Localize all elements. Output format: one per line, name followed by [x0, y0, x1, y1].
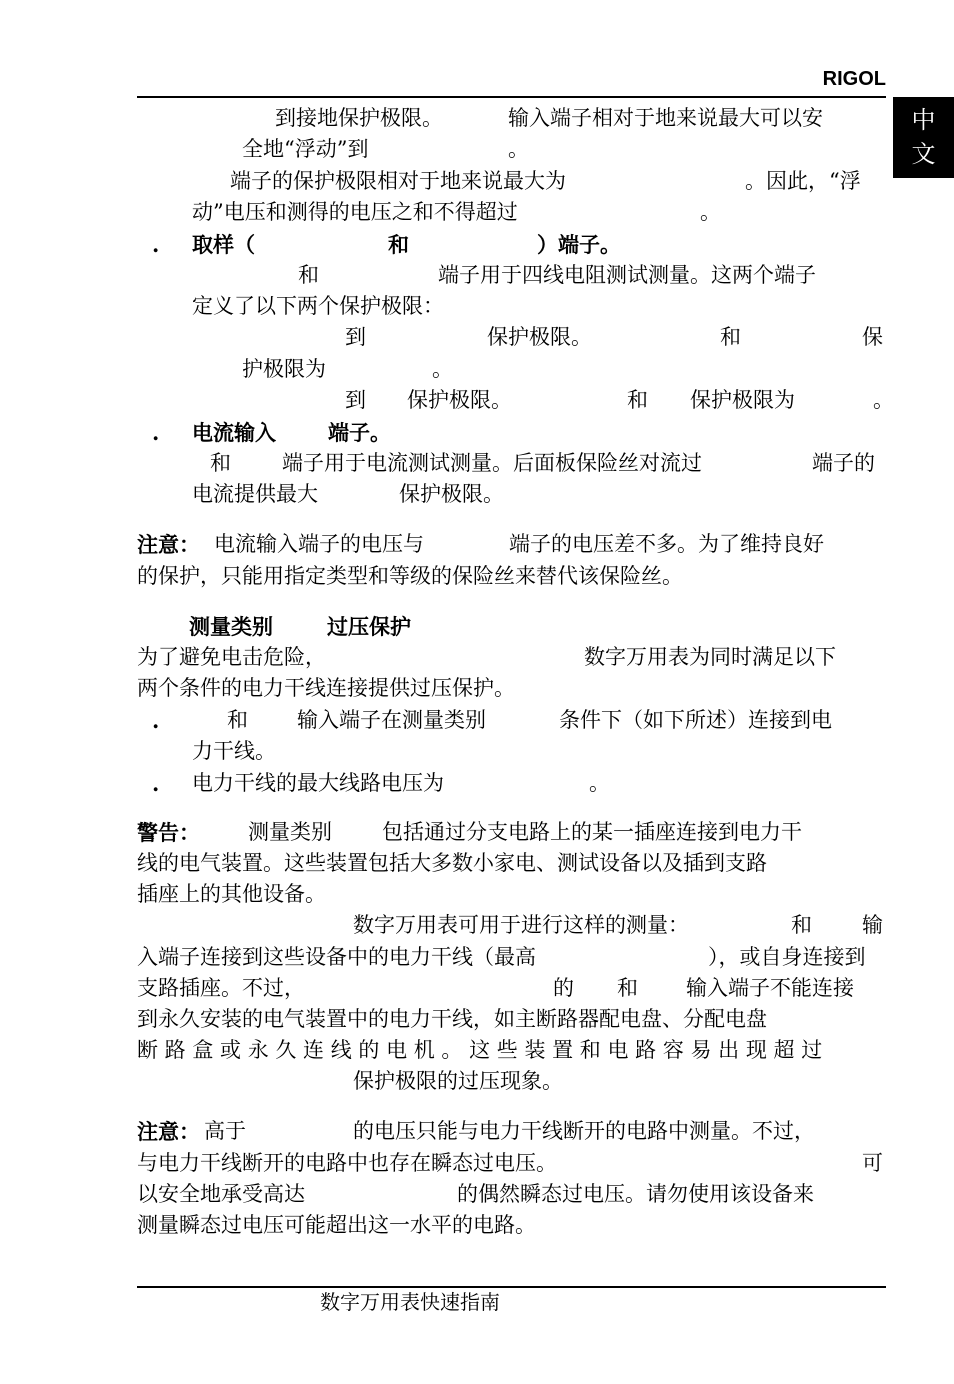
text: 力干线。: [192, 739, 276, 763]
text: 入端子连接到这些设备中的电力干线（最高: [137, 945, 536, 969]
text: 支路插座。不过，: [137, 976, 305, 1000]
text: 定义了以下两个保护极限：: [192, 294, 444, 318]
text: 和: [720, 325, 741, 349]
text: 。: [700, 200, 721, 224]
text: 到: [345, 325, 366, 349]
text: 输入端子相对于地来说最大可以安: [508, 106, 823, 130]
text: 到: [345, 388, 366, 412]
section-heading: 端子。: [328, 420, 391, 445]
text: 可: [862, 1151, 883, 1175]
text: 端子的电压差不多。为了维持良好: [509, 532, 824, 556]
text: 插座上的其他设备。: [137, 882, 326, 906]
text: 输入端子不能连接: [686, 976, 854, 1000]
text: 保护极限。: [487, 325, 592, 349]
text: 以安全地承受高达: [137, 1182, 305, 1206]
text: 保: [862, 325, 883, 349]
text: 到接地保护极限。: [275, 106, 443, 130]
text: 。: [873, 388, 894, 412]
text: 。: [508, 137, 529, 161]
text: 动”电压和测得的电压之和不得超过: [192, 200, 518, 224]
text: 和: [627, 388, 648, 412]
text: 的保护，只能用指定类型和等级的保险丝来替代该保险丝。: [137, 564, 683, 588]
text: 和: [617, 976, 638, 1000]
text: 护极限为: [242, 357, 326, 381]
text: 与电力干线断开的电路中也存在瞬态过电压。: [137, 1151, 557, 1175]
text: 端子用于四线电阻测试测量。这两个端子: [438, 263, 816, 287]
text: 线的电气装置。这些装置包括大多数小家电、测试设备以及插到支路: [137, 851, 767, 875]
text: 。因此，“浮: [745, 169, 861, 193]
text: 和: [298, 263, 319, 287]
text: 包括通过分支电路上的某一插座连接到电力干: [382, 820, 802, 844]
note-label: 注意：: [137, 532, 200, 557]
text: 。: [589, 771, 610, 795]
warning-label: 警告：: [137, 820, 200, 845]
text: 数字万用表可用于进行这样的测量：: [353, 913, 689, 937]
text: 全地“浮动”到: [242, 137, 369, 161]
text: 保护极限。: [399, 482, 504, 506]
section-heading: 测量类别: [189, 614, 273, 639]
footer-title: 数字万用表快速指南: [320, 1290, 500, 1314]
note-label: 注意：: [137, 1119, 200, 1144]
text: 输入端子在测量类别: [297, 708, 486, 732]
text: 保护极限的过压现象。: [353, 1069, 563, 1093]
text: 为了避免电击危险，: [137, 645, 326, 669]
text: 测量瞬态过电压可能超出这一水平的电路。: [137, 1213, 536, 1237]
text: 保护极限为: [690, 388, 795, 412]
bullet: .: [152, 708, 160, 733]
text: 输: [862, 913, 883, 937]
text: 的电压只能与电力干线断开的电路中测量。不过，: [353, 1119, 815, 1143]
text: 。: [432, 357, 453, 381]
text: 断 路 盒 或 永 久 连 线 的 电 机 。 这 些 装 置 和 电 路 容 易 出 现 超 过: [137, 1038, 823, 1062]
text: 端子用于电流测试测量。后面板保险丝对流过: [282, 451, 702, 475]
bullet: .: [152, 232, 160, 257]
text: 条件下（如下所述）连接到电: [559, 708, 832, 732]
text: 两个条件的电力干线连接提供过压保护。: [137, 676, 515, 700]
lang-tab-char-2: 文: [911, 140, 936, 168]
text: 的: [553, 976, 574, 1000]
section-heading: 取样（: [192, 232, 255, 257]
language-tab: [893, 97, 954, 178]
text: 电流提供最大: [192, 482, 318, 506]
section-heading: 电流输入: [192, 420, 276, 445]
section-heading: 和: [388, 232, 409, 257]
text: 到永久安装的电气装置中的电力干线，如主断路器配电盘、分配电盘: [137, 1007, 767, 1031]
brand-logo-text: RIGOL: [822, 68, 886, 90]
text: 和: [227, 708, 248, 732]
text: 高于: [204, 1119, 246, 1143]
text: 端子的: [812, 451, 875, 475]
text: 数字万用表为同时满足以下: [584, 645, 836, 669]
section-heading: 过压保护: [327, 614, 411, 639]
text: 电流输入端子的电压与: [214, 532, 424, 556]
footer-rule: [137, 1286, 886, 1288]
bullet: .: [152, 420, 160, 445]
text: 电力干线的最大线路电压为: [192, 771, 444, 795]
text: 和: [210, 451, 231, 475]
text: 测量类别: [248, 820, 332, 844]
text: 和: [791, 913, 812, 937]
text: 的偶然瞬态过电压。请勿使用该设备来: [457, 1182, 814, 1206]
text: 端子的保护极限相对于地来说最大为: [230, 169, 566, 193]
header-rule: [137, 96, 886, 98]
lang-tab-char-1: 中: [911, 106, 936, 134]
text: ），或自身连接到: [708, 945, 866, 969]
text: 保护极限。: [407, 388, 512, 412]
section-heading: ）端子。: [537, 232, 621, 257]
bullet: .: [152, 771, 160, 796]
